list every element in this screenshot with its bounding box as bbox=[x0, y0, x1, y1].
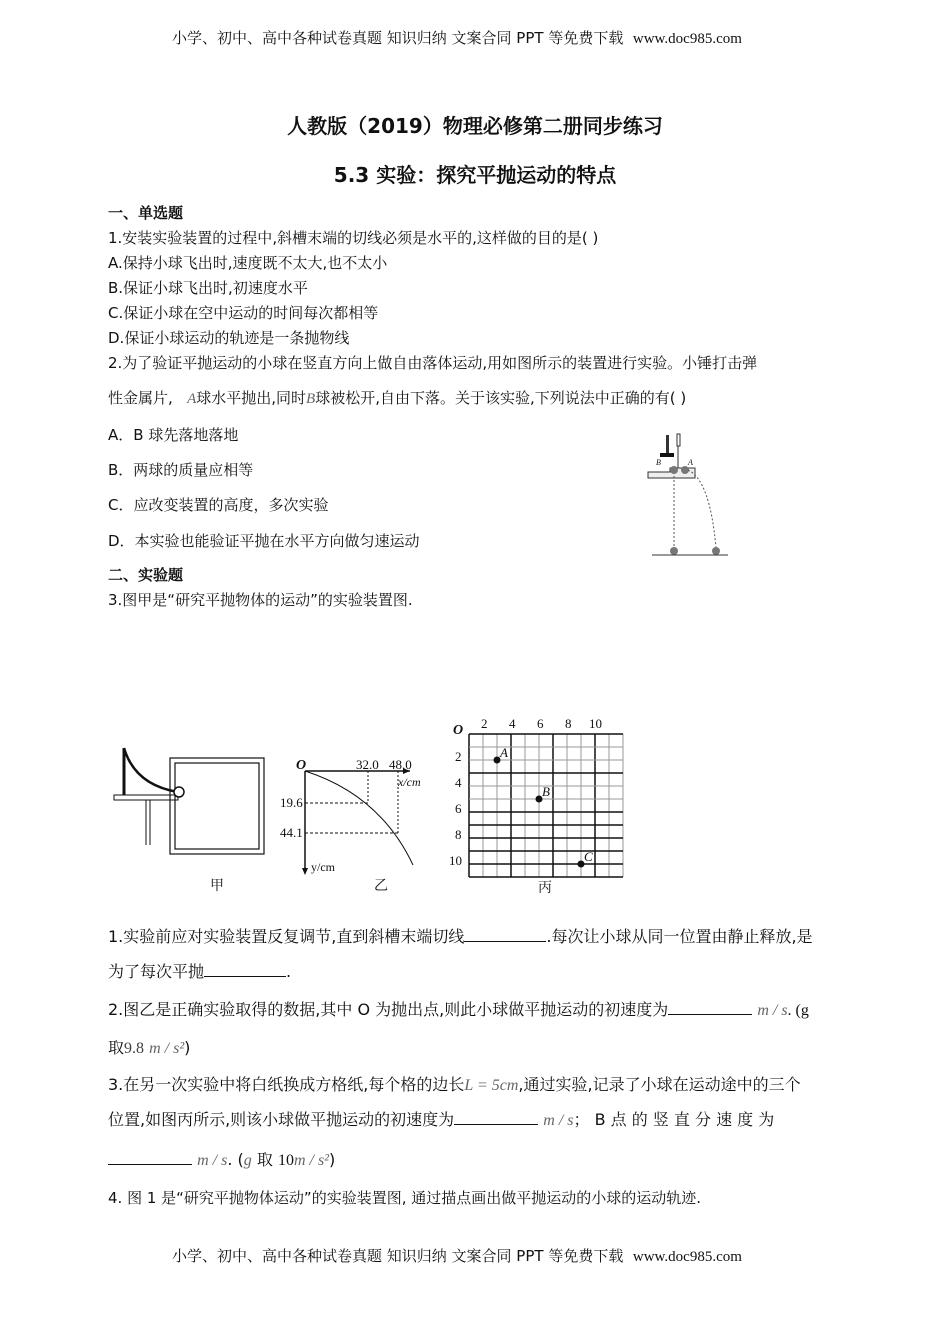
origin-label: O bbox=[296, 758, 307, 773]
footer-text: 小学、初中、高中各种试卷真题 知识归纳 文案合同 PPT 等免费下载 bbox=[172, 1247, 624, 1265]
y-tick-label: 2 bbox=[455, 749, 462, 764]
q3-part1-line1 bbox=[108, 927, 813, 947]
answer-blank[interactable] bbox=[204, 962, 286, 977]
q3-part1-line2 bbox=[108, 962, 291, 982]
x-tick-label: 6 bbox=[537, 716, 544, 731]
header-text: 小学、初中、高中各种试卷真题 知识归纳 文案合同 PPT 等免费下载 bbox=[172, 29, 624, 47]
q1-option-b: B.保证小球飞出时,初速度水平 bbox=[108, 279, 308, 297]
q2-option-d: D．本实验也能验证平抛在水平方向做匀速运动 bbox=[108, 532, 420, 550]
q3-text: ； B 点 的 竖 直 分 速 度 为 bbox=[573, 1110, 775, 1129]
q3-text: . (g bbox=[787, 1002, 809, 1019]
q1-option-a: A.保持小球飞出时,速度既不太大,也不太小 bbox=[108, 254, 388, 272]
point-label: C bbox=[584, 849, 593, 864]
q3-part3-line3 bbox=[108, 1150, 335, 1171]
q3-text: 取 bbox=[256, 1150, 273, 1169]
q1-option-d: D.保证小球运动的轨迹是一条抛物线 bbox=[108, 329, 350, 347]
g-value: 10 bbox=[277, 1152, 294, 1169]
q3-text: 2.图乙是正确实验取得的数据,其中 O 为抛出点,则此小球做平抛运动的初速度为 bbox=[108, 1000, 669, 1019]
page-title: 人教版（2019）物理必修第二册同步练习 bbox=[287, 114, 663, 138]
q2-stem-line2 bbox=[108, 388, 686, 409]
unit: m / s bbox=[757, 1002, 788, 1019]
figure-caption-bing: 丙 bbox=[538, 881, 552, 896]
q4-stem: 4. 图 1 是“研究平抛物体运动”的实验装置图, 通过描点画出做平抛运动的小球的运动轨迹. bbox=[108, 1189, 702, 1207]
q2-apparatus-figure bbox=[640, 430, 730, 560]
q2-option-c: C．应改变装置的高度，多次实验 bbox=[108, 496, 329, 514]
q3-text: .每次让小球从同一位置由静止释放,是 bbox=[546, 927, 813, 946]
q3-text: 为了每次平抛 bbox=[108, 962, 205, 981]
page-header bbox=[172, 28, 742, 49]
q2-text: 球被松开,自由下落。关于该实验,下列说法中正确的有( ) bbox=[315, 389, 687, 407]
point-label: A bbox=[500, 745, 508, 760]
label-a: A bbox=[688, 458, 693, 467]
point-label: B bbox=[542, 784, 550, 799]
x-tick-label: 2 bbox=[481, 716, 488, 731]
q3-text: 位置,如图丙所示,则该小球做平抛运动的初速度为 bbox=[108, 1110, 455, 1129]
y-tick-label: 8 bbox=[455, 827, 462, 842]
q2-stem-line1: 2.为了验证平抛运动的小球在竖直方向上做自由落体运动,用如图所示的装置进行实验。小锤打击弹 bbox=[108, 354, 758, 372]
x-tick-label: 4 bbox=[509, 716, 516, 731]
figure-caption-yi: 乙 bbox=[374, 879, 388, 894]
answer-blank[interactable] bbox=[464, 927, 546, 942]
q3-text: ,通过实验,记录了小球在运动途中的三个 bbox=[518, 1075, 801, 1094]
unit: m / s bbox=[197, 1152, 228, 1169]
q3-part2-line2 bbox=[108, 1038, 190, 1059]
q3-text: ) bbox=[328, 1150, 336, 1169]
x-tick-label: 48.0 bbox=[389, 757, 412, 772]
q1-option-c: C.保证小球在空中运动的时间每次都相等 bbox=[108, 304, 379, 322]
figure-bing-grid bbox=[445, 712, 630, 897]
q3-text: . ( bbox=[227, 1150, 244, 1169]
q3-text: ) bbox=[184, 1038, 191, 1057]
x-tick-label: 10 bbox=[589, 716, 602, 731]
q2-text: 球水平抛出,同时 bbox=[196, 389, 307, 407]
q3-text: 3.在另一次实验中将白纸换成方格纸,每个格的边长 bbox=[108, 1075, 465, 1094]
page-footer bbox=[172, 1246, 742, 1267]
q3-text: 1.实验前应对实验装置反复调节,直到斜槽末端切线 bbox=[108, 927, 465, 946]
figure-jia-apparatus bbox=[110, 740, 275, 895]
label-b: B bbox=[656, 458, 661, 467]
y-tick-label: 6 bbox=[455, 801, 462, 816]
page-subtitle: 5.3 实验：探究平抛运动的特点 bbox=[333, 163, 617, 187]
section-heading-single-choice: 一、单选题 bbox=[108, 204, 184, 222]
y-tick-label: 44.1 bbox=[280, 825, 303, 840]
figure-yi-trajectory bbox=[280, 740, 450, 895]
origin-label: O bbox=[453, 723, 464, 738]
g-value: 9.8 bbox=[124, 1040, 145, 1057]
answer-blank[interactable] bbox=[668, 1000, 752, 1015]
header-url: www.doc985.com bbox=[632, 31, 742, 47]
y-tick-label: 10 bbox=[449, 853, 462, 868]
q2-text: 性金属片, bbox=[108, 389, 173, 407]
x-tick-label: 8 bbox=[565, 716, 572, 731]
q3-part2-line1 bbox=[108, 1000, 809, 1021]
q3-stem: 3.图甲是“研究平抛物体的运动”的实验装置图. bbox=[108, 591, 413, 609]
q3-part3-line1 bbox=[108, 1075, 801, 1096]
answer-blank[interactable] bbox=[108, 1150, 192, 1165]
q3-part3-line2 bbox=[108, 1110, 774, 1131]
q3-text: . bbox=[286, 962, 292, 981]
q2-option-a: A．B 球先落地落地 bbox=[108, 426, 239, 444]
q3-text: 取 bbox=[108, 1038, 125, 1057]
x-tick-label: 32.0 bbox=[356, 757, 379, 772]
x-axis-label: x/cm bbox=[398, 775, 421, 789]
footer-url: www.doc985.com bbox=[632, 1249, 742, 1265]
unit: m / s² bbox=[293, 1152, 329, 1169]
unit: m / s² bbox=[149, 1040, 185, 1057]
q1-stem: 1.安装实验装置的过程中,斜槽末端的切线必须是水平的,这样做的目的是( ) bbox=[108, 229, 599, 247]
figure-caption-jia: 甲 bbox=[210, 879, 224, 894]
q2-option-b: B．两球的质量应相等 bbox=[108, 461, 254, 479]
answer-blank[interactable] bbox=[454, 1110, 538, 1125]
y-tick-label: 4 bbox=[455, 775, 462, 790]
var-a: A bbox=[187, 391, 197, 407]
y-tick-label: 19.6 bbox=[280, 795, 303, 810]
unit: m / s bbox=[543, 1112, 574, 1129]
var-b: B bbox=[306, 391, 316, 407]
section-heading-experiment: 二、实验题 bbox=[108, 566, 184, 584]
y-axis-label: y/cm bbox=[311, 860, 335, 874]
g-symbol: g bbox=[243, 1152, 252, 1169]
grid-length: L = 5cm bbox=[464, 1077, 519, 1094]
